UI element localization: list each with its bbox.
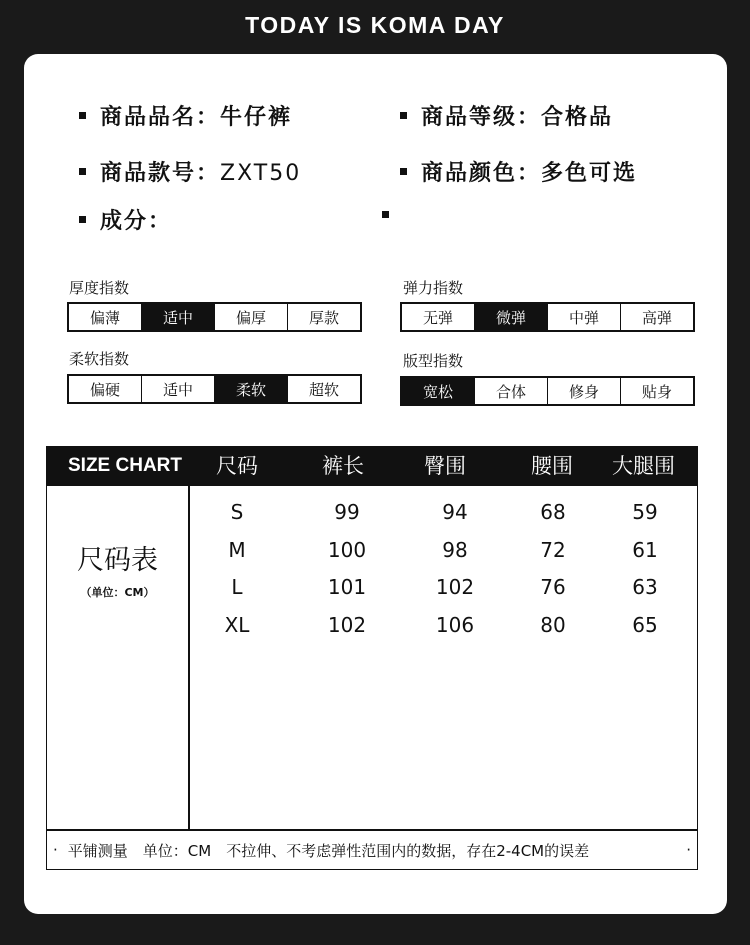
size-cell: 99 (334, 500, 360, 524)
size-cell: XL (224, 613, 250, 637)
size-chart-label: SIZE CHART (68, 455, 182, 476)
thickness-option: 偏厚 (215, 304, 288, 330)
info-grade-label: 商品等级： (421, 105, 542, 130)
size-cell: 102 (435, 575, 475, 599)
size-cell: 68 (540, 500, 566, 524)
measurement-note (46, 830, 698, 870)
softness-title: 柔软指数 (69, 350, 130, 368)
info-grade (400, 100, 613, 131)
footer-dot-left: · (53, 841, 58, 859)
elasticity-title: 弹力指数 (403, 279, 464, 297)
size-cell: 59 (632, 500, 658, 524)
fit-option: 宽松 (402, 378, 475, 404)
header-length: 裤长 (322, 454, 364, 478)
size-cell: 94 (442, 500, 468, 524)
size-cell: 80 (540, 613, 566, 637)
fit-option: 贴身 (641, 382, 672, 401)
softness-option: 适中 (142, 376, 215, 402)
info-name (79, 100, 292, 131)
elasticity-option: 微弹 (475, 304, 548, 330)
thickness-scale (67, 302, 362, 332)
softness-option: 偏硬 (69, 376, 142, 402)
size-cell: 100 (327, 538, 367, 562)
size-cell: 72 (540, 538, 566, 562)
info-empty-bullet (382, 204, 403, 229)
info-name-value: 牛仔裤 (220, 105, 293, 130)
info-color (400, 156, 637, 187)
softness-option: 超软 (308, 380, 339, 399)
column-divider (188, 486, 190, 829)
info-style (79, 156, 301, 187)
elasticity-scale (400, 302, 695, 332)
size-cell: 61 (632, 538, 658, 562)
header-waist: 腰围 (531, 454, 573, 478)
softness-scale (67, 374, 362, 404)
elasticity-option: 中弹 (548, 304, 621, 330)
size-cell: 102 (327, 613, 367, 637)
header-hip: 臀围 (424, 454, 466, 478)
size-cell: 65 (632, 613, 658, 637)
product-card (24, 54, 727, 914)
softness-option: 柔软 (215, 376, 288, 402)
header-thigh: 大腿围 (612, 454, 675, 478)
size-cell: 106 (435, 613, 475, 637)
info-color-label: 商品颜色： (421, 161, 542, 186)
thickness-option: 厚款 (308, 308, 339, 327)
header-size: 尺码 (216, 454, 258, 478)
size-table-title: 尺码表 (77, 545, 158, 576)
size-table-unit: （单位：CM） (80, 586, 155, 599)
size-cell: M (228, 538, 246, 562)
fit-option: 合体 (475, 378, 548, 404)
fit-option: 修身 (548, 378, 621, 404)
info-style-label: 商品款号： (100, 161, 221, 186)
bullet-icon (400, 168, 407, 175)
banner-title: TODAY IS KOMA DAY (245, 12, 505, 38)
elasticity-option: 高弹 (641, 308, 672, 327)
bullet-icon (382, 211, 389, 218)
footer-note: 平铺测量 单位：CM 不拉伸、不考虑弹性范围内的数据，存在2-4CM的误差 (67, 841, 590, 860)
size-cell: 76 (540, 575, 566, 599)
size-chart-body (46, 486, 698, 830)
fit-title: 版型指数 (403, 352, 464, 370)
footer-dot-right: · (686, 841, 691, 859)
info-composition (79, 204, 172, 235)
bullet-icon (79, 112, 86, 119)
size-cell: 101 (327, 575, 367, 599)
size-cell: S (230, 500, 244, 524)
thickness-option: 偏薄 (69, 304, 142, 330)
info-composition-label: 成分： (100, 209, 173, 234)
fit-scale (400, 376, 695, 406)
bullet-icon (79, 168, 86, 175)
thickness-title: 厚度指数 (69, 279, 130, 297)
info-style-value: ZXT50 (220, 161, 302, 186)
size-cell: L (231, 575, 243, 599)
info-name-label: 商品品名： (100, 105, 221, 130)
bullet-icon (400, 112, 407, 119)
bullet-icon (79, 216, 86, 223)
size-cell: 63 (632, 575, 658, 599)
size-chart-header (46, 446, 698, 486)
size-cell: 98 (442, 538, 468, 562)
info-color-value: 多色可选 (541, 161, 638, 186)
thickness-option: 适中 (142, 304, 215, 330)
info-grade-value: 合格品 (541, 105, 614, 130)
elasticity-option: 无弹 (402, 304, 475, 330)
